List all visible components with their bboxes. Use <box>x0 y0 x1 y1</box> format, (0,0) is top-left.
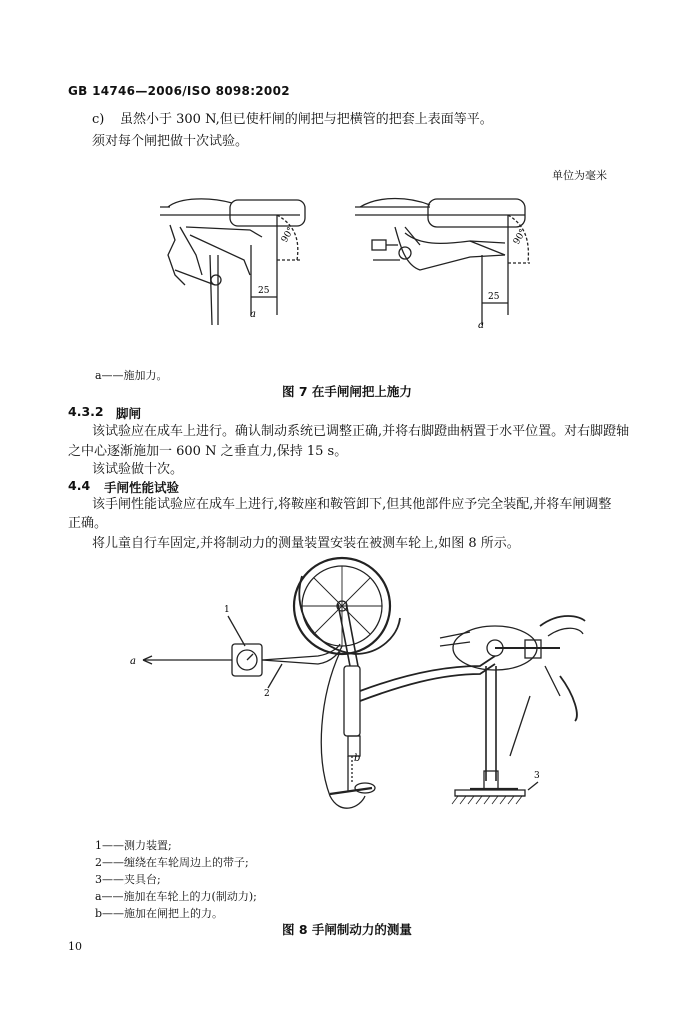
fig8-callout-3: 3 <box>534 771 540 781</box>
fig8-callout-2: 2 <box>264 689 270 699</box>
fig7-angle-left: 90° <box>279 225 297 245</box>
item-c-label: c) <box>92 112 105 127</box>
fig8-callout-1: 1 <box>224 605 230 615</box>
section-4-4-para1-line1: 该手闸性能试验应在成车上进行,将鞍座和鞍管卸下,但其他部件应予完全装配,并将车闸调整 <box>92 497 612 512</box>
fig8-force-b: b <box>354 753 361 764</box>
fig8-force-a: a <box>130 656 136 667</box>
page-number: 10 <box>68 940 82 953</box>
figure-8-drawing <box>0 556 700 826</box>
fig7-dim-right: 25 <box>488 292 500 302</box>
fig7-legend: a——施加力。 <box>95 369 168 382</box>
fig8-legend-item: 3——夹具台; <box>95 873 161 886</box>
section-4-4-number: 4.4 <box>68 478 91 493</box>
fig8-legend-item: b——施加在闸把上的力。 <box>95 907 224 920</box>
fig8-caption: 图 8 手闸制动力的测量 <box>282 922 412 937</box>
section-4-4-para2: 将儿童自行车固定,并将制动力的测量装置安装在被测车轮上,如图 8 所示。 <box>92 536 520 551</box>
section-4-3-2-para2: 该试验做十次。 <box>92 462 184 477</box>
fig8-legend-item: a——施加在车轮上的力(制动力); <box>95 890 257 903</box>
fig7-force-left: a <box>250 309 256 320</box>
repeat-note: 须对每个闸把做十次试验。 <box>92 134 249 149</box>
fig7-angle-right: 90° <box>511 227 529 247</box>
section-4-3-2-number: 4.3.2 <box>68 404 104 419</box>
standard-header: GB 14746—2006/ISO 8098:2002 <box>68 84 290 98</box>
figure-7-drawing <box>0 185 700 345</box>
item-c-text: 虽然小于 300 N,但已使杆闸的闸把与把横管的把套上表面等平。 <box>120 112 493 127</box>
section-4-3-2-para1-line2: 之中心逐渐施加一 600 N 之垂直力,保持 15 s。 <box>68 444 348 459</box>
fig7-force-right: a <box>478 320 484 331</box>
section-4-4-title: 手闸性能试验 <box>104 480 180 495</box>
unit-note: 单位为毫米 <box>552 169 607 182</box>
section-4-3-2-title: 脚闸 <box>116 406 142 421</box>
right-grip <box>428 199 525 227</box>
section-4-4-para1-line2: 正确。 <box>68 516 108 531</box>
left-grip <box>230 200 305 226</box>
fig7-dim-left: 25 <box>258 286 270 296</box>
fig8-legend-item: 1——测力装置; <box>95 839 172 852</box>
fig7-caption: 图 7 在手闸闸把上施力 <box>282 384 412 399</box>
section-4-3-2-para1-line1: 该试验应在成车上进行。确认制动系统已调整正确,并将右脚蹬曲柄置于水平位置。对右脚蹬轴 <box>92 424 630 439</box>
fig8-legend-item: 2——缠绕在车轮周边上的带子; <box>95 856 249 869</box>
